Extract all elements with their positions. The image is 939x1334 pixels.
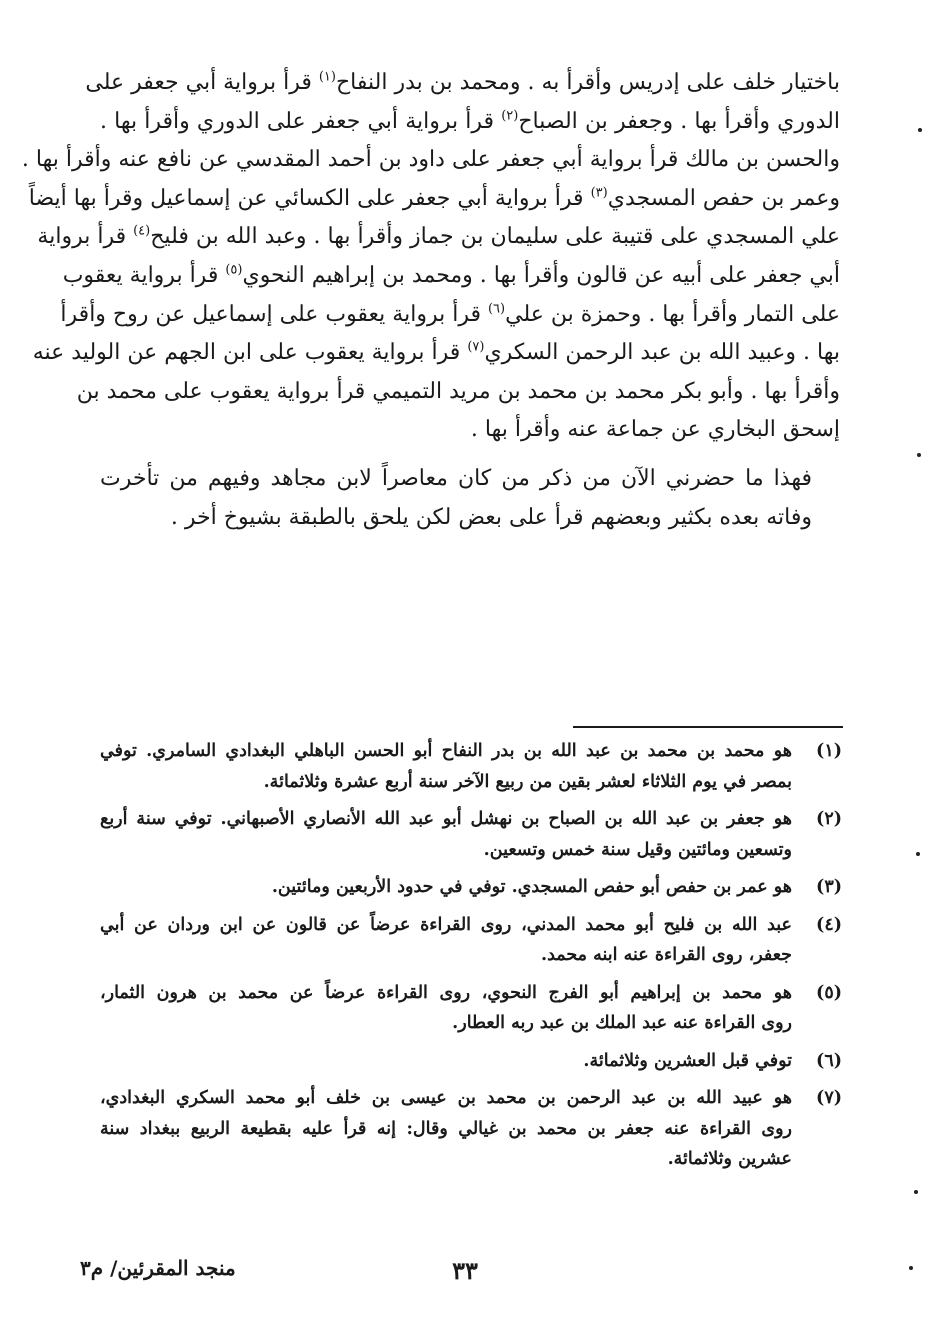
footnote-line: توفي قبل العشرين وثلاثمائة. [583, 1050, 792, 1071]
text-segment: بها . وعبيد الله بن عبد الرحمن السكري [484, 340, 840, 366]
footnote-line: هو عبيد الله بن عبد الرحمن بن محمد بن عيسى بن خلف أبو محمد السكري البغدادي، [100, 1088, 792, 1108]
text-line: والحسن بن مالك قرأ برواية أبي جعفر على داود بن أحمد المقدسي عن نافع عنه وأقرأ بها . [21, 147, 840, 173]
text-segment: قرأ برواية يعقوب [62, 262, 226, 288]
footnote [100, 804, 842, 865]
footnote-text [100, 804, 792, 865]
footnote-line: هو محمد بن محمد بن عبد الله بن بدر النفاح أبو الحسن الباهلي البغدادي السامري. توفي [100, 741, 792, 761]
footnote-line: روى القراءة عنه عبد الملك بن عبد ربه العطار. [452, 1013, 792, 1033]
footnote-line: وتسعين ومائتين وقيل سنة خمس وتسعين. [483, 839, 792, 860]
text-segment: على التمار وأقرأ بها . وحمزة بن علي [505, 301, 840, 327]
footnote-line: جعفر، روى القراءة عنه ابنه محمد. [540, 945, 792, 965]
footnotes [100, 736, 842, 1182]
text-line [62, 257, 840, 296]
text-segment: باختيار خلف على إدريس وأقرأ به . ومحمد بن بدر النفاح [335, 70, 840, 95]
footnote-line: بمصر في يوم الثلاثاء لعشر بقين من ربيع الآخر سنة أربع عشرة وثلاثمائة. [263, 771, 792, 792]
footnote-ref-3: (٣) [590, 185, 608, 201]
text-segment: قرأ برواية أبي جعفر على الدوري وأقرأ بها . [100, 108, 502, 134]
footnote-text [100, 910, 792, 971]
footnote [100, 736, 842, 797]
footnote [100, 978, 842, 1039]
footnote-number: (٢) [816, 809, 842, 829]
text-line: إسحق البخاري عن جماعة عنه وأقرأ بها . [470, 417, 840, 443]
text-line: فهذا ما حضرني الآن من ذكر من كان معاصراً لابن مجاهد وفيهم من تأخرت [100, 465, 812, 491]
page-number: ٣٣ [452, 1256, 478, 1285]
footnote-text [100, 1083, 792, 1175]
footnote-text [100, 736, 792, 797]
footnote-number: (٤) [816, 914, 842, 935]
footnote-text [100, 872, 792, 903]
text-segment: قرأ برواية أبي جعفر على الكسائي عن إسماعيل وقرأ بها أيضاً [28, 185, 591, 211]
text-segment: الدوري وأقرأ بها . وجعفر بن الصباح [518, 108, 840, 134]
footnote-number: (٣) [816, 877, 842, 897]
footnote-line: عبد الله بن فليح أبو محمد المدني، روى القراءة عرضاً عن قالون عن ابن وردان عن أبي [100, 914, 792, 935]
footnote-ref-7: (٧) [467, 339, 485, 355]
footnote-line: هو عمر بن حفص أبو حفص المسجدي. توفي في حدود الأربعين ومائتين. [271, 877, 792, 897]
text-line [37, 218, 840, 257]
paragraph-2 [100, 460, 840, 537]
scan-speck [916, 852, 920, 856]
scan-speck [917, 453, 921, 457]
footnote-line: هو جعفر بن عبد الله بن الصباح بن نهشل أبو عبد الله الأنصاري الأصبهاني. توفي سنة أربع [100, 809, 792, 829]
text-line: وفاته بعده بكثير وبعضهم قرأ على بعض لكن يلحق بالطبقة بشيوخ أخر . [170, 504, 812, 530]
footnote-line: عشرين وثلاثمائة. [667, 1149, 792, 1169]
text-line [85, 64, 840, 103]
text-segment: قرأ برواية [37, 224, 134, 250]
footnote-number: (٦) [816, 1050, 842, 1071]
signature-mark: منجد المقرئين/ م٣ [80, 1256, 236, 1280]
footnote [100, 1083, 842, 1175]
footnote-number: (١) [816, 741, 842, 761]
footnote-line: روى القراءة عنه جعفر بن محمد بن غيالي وقال: إنه قرأ عليه بقطيعة الربيع ببغداد سنة [100, 1118, 792, 1139]
text-segment: قرأ برواية يعقوب على إسماعيل عن روح وأقرأ [60, 301, 488, 327]
scan-speck [918, 128, 922, 132]
footnote-text [100, 978, 792, 1039]
footnote-ref-4: (٤) [133, 224, 151, 240]
footnote-line: هو محمد بن إبراهيم أبو الفرج النحوي، روى القراءة عرضاً عن محمد بن هرون الثمار، [100, 982, 792, 1003]
footnote-ref-1: (١) [318, 69, 336, 85]
page-footer [80, 1256, 850, 1296]
main-text [21, 64, 840, 537]
text-line [32, 334, 840, 373]
text-line: وأقرأ بها . وأبو بكر محمد بن محمد بن مريد التميمي قرأ برواية يعقوب على محمد بن [76, 378, 840, 404]
text-line [100, 103, 840, 142]
footnote [100, 872, 842, 903]
text-line [28, 180, 840, 219]
text-segment: أبي جعفر على أبيه عن قالون وأقرأ بها . ومحمد بن إبراهيم النحوي [242, 262, 840, 288]
footnote-separator [573, 726, 843, 728]
footnote-number: (٥) [816, 982, 842, 1003]
footnote-ref-2: (٢) [501, 108, 519, 124]
scan-speck [914, 1190, 918, 1194]
text-segment: وعمر بن حفص المسجدي [607, 185, 840, 211]
text-line [60, 296, 840, 335]
footnote [100, 910, 842, 971]
footnote [100, 1046, 842, 1077]
footnote-text [100, 1046, 792, 1077]
scan-speck [909, 1266, 913, 1270]
text-segment: قرأ برواية يعقوب على ابن الجهم عن الوليد عنه [32, 340, 468, 366]
text-segment: قرأ برواية أبي جعفر على [85, 70, 319, 95]
footnote-number: (٧) [816, 1088, 842, 1108]
footnote-ref-5: (٥) [225, 262, 243, 278]
footnote-ref-6: (٦) [487, 301, 506, 317]
paragraph-1 [21, 64, 840, 450]
text-segment: علي المسجدي على قتيبة على سليمان بن جماز وأقرأ بها . وعبد الله بن فليح [150, 224, 840, 250]
